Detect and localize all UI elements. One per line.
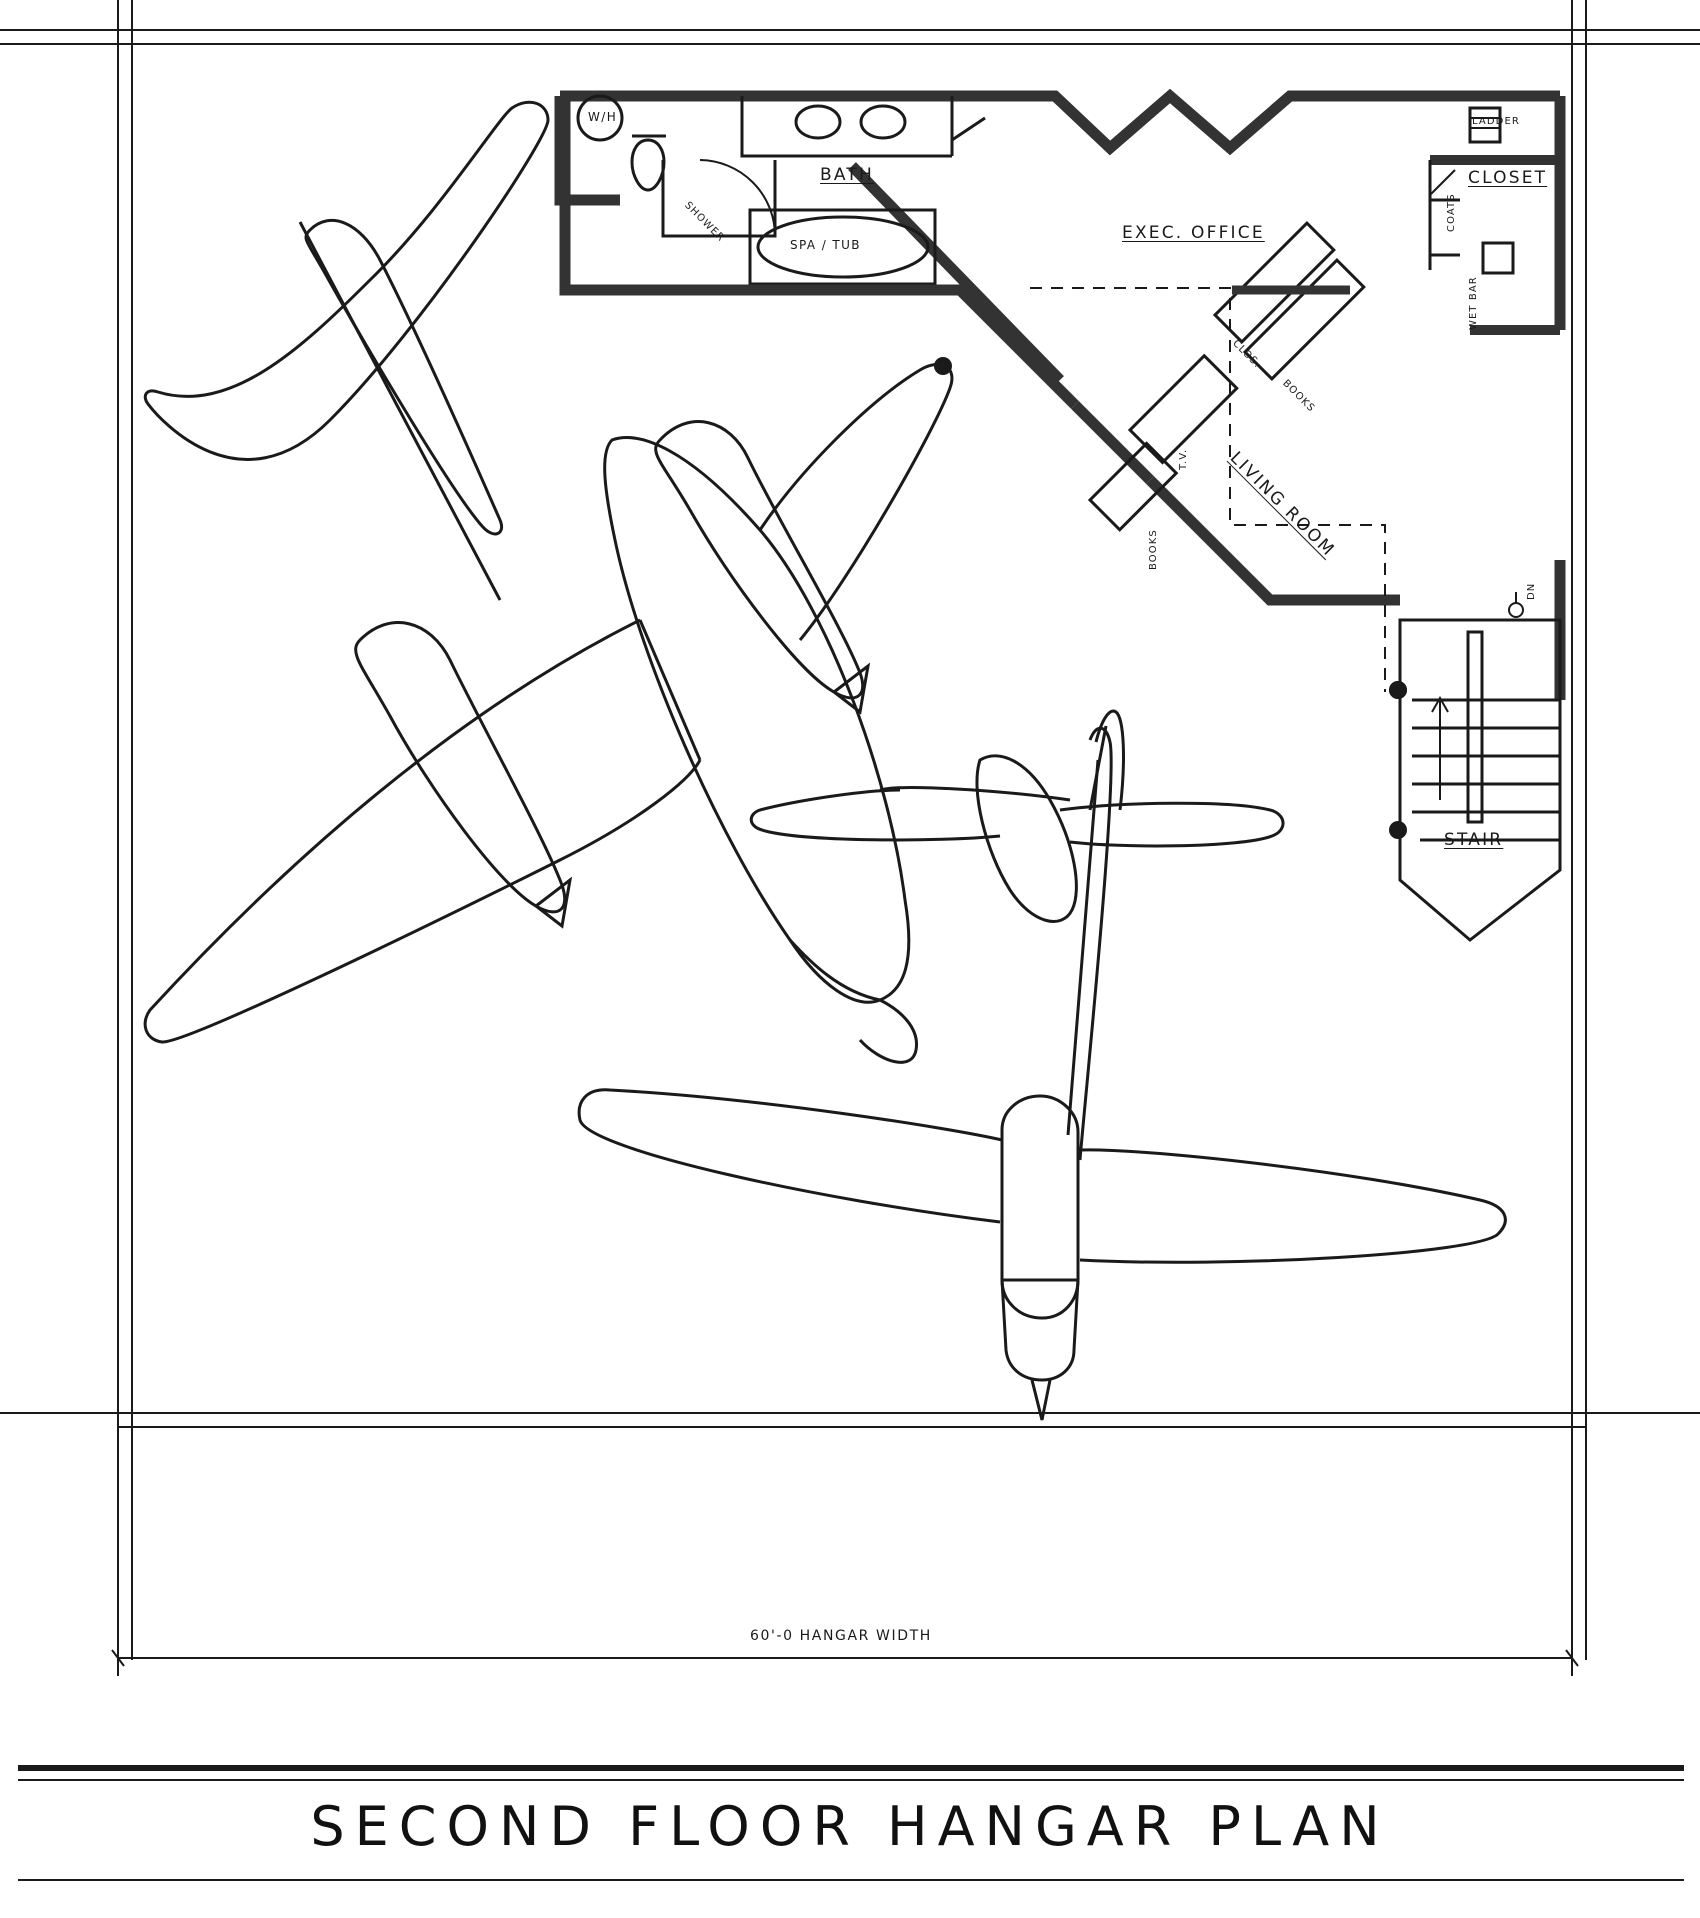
stair-label: STAIR bbox=[1444, 830, 1504, 850]
shower-label: SHOWER bbox=[682, 200, 727, 245]
exec-office-label: EXEC. OFFICE bbox=[1122, 223, 1265, 243]
hangar-width-dimension: 60'-0 HANGAR WIDTH bbox=[750, 1628, 932, 1644]
dimension-line-hangar-width bbox=[112, 1640, 1578, 1676]
exec-office-walls bbox=[700, 290, 1400, 600]
wet-bar-label: WET BAR bbox=[1468, 276, 1479, 330]
ladder-label: LADDER bbox=[1472, 116, 1520, 127]
spa-tub-label: SPA / TUB bbox=[790, 238, 861, 252]
coats-label: COATS bbox=[1446, 193, 1457, 232]
closet-label: CLOSET bbox=[1468, 168, 1548, 188]
aircraft-jet-small bbox=[751, 711, 1283, 921]
bath-label: BATH bbox=[820, 165, 874, 185]
aircraft-prop-plane bbox=[579, 728, 1505, 1420]
water-heater-label: W/H bbox=[588, 110, 618, 124]
books-upper-label: BOOKS bbox=[1280, 378, 1317, 415]
bath-area bbox=[565, 96, 985, 290]
apartment-walls bbox=[560, 96, 1560, 700]
stair-area bbox=[1389, 592, 1560, 940]
stair-direction-label: DN bbox=[1526, 582, 1537, 600]
living-room-builtins bbox=[1090, 223, 1364, 530]
books-lower-label: BOOKS bbox=[1148, 529, 1159, 570]
sheet-title: SECOND FLOOR HANGAR PLAN bbox=[310, 1795, 1390, 1858]
tv-label: T.V. bbox=[1178, 448, 1189, 470]
living-room-label: LIVING ROOM bbox=[1225, 448, 1339, 562]
closet-abbrev-label: CLOS. bbox=[1230, 338, 1263, 371]
exec-office-dashed-outline bbox=[1030, 288, 1385, 692]
